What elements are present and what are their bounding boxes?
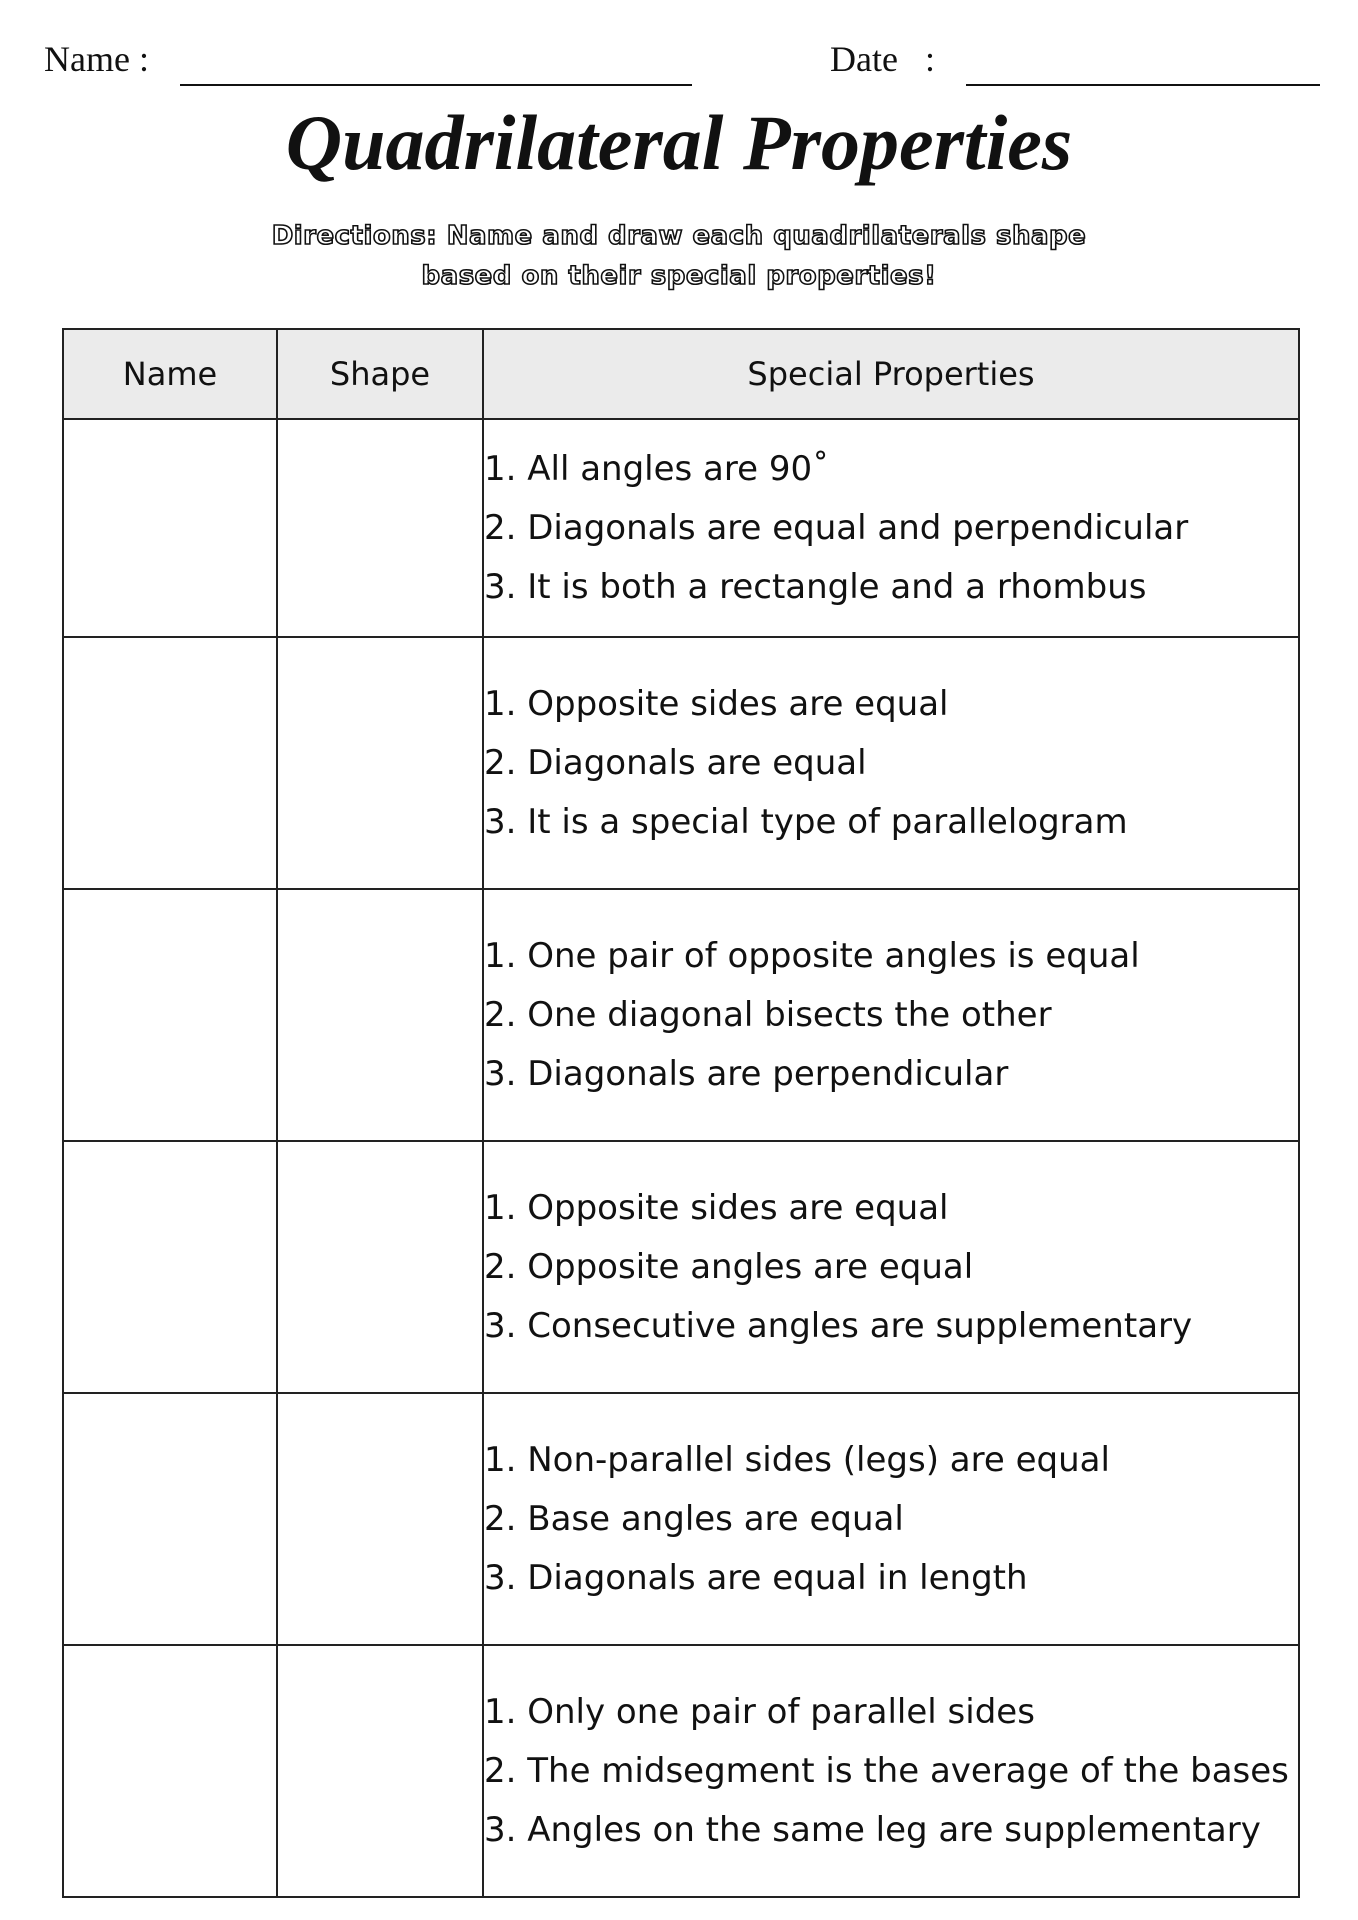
header-special-properties: Special Properties — [483, 329, 1299, 419]
worksheet-title: Quadrilateral Properties — [285, 99, 1073, 186]
table-row — [63, 1393, 1299, 1645]
directions-line-1: Directions: Name and draw each quadrilaterals shape — [271, 221, 1087, 251]
property-line: 2. Diagonals are equal — [484, 742, 867, 783]
special-properties-cell — [483, 1645, 1299, 1897]
header-name: Name — [63, 329, 277, 419]
name-answer-cell[interactable] — [63, 1393, 277, 1645]
shape-answer-cell[interactable] — [277, 637, 483, 889]
property-line: 3. It is both a rectangle and a rhombus — [484, 566, 1147, 607]
table-row — [63, 419, 1299, 637]
name-label: Name : — [44, 39, 149, 79]
special-properties-cell — [483, 419, 1299, 637]
property-line: 3. Consecutive angles are supplementary — [484, 1305, 1193, 1346]
name-answer-cell[interactable] — [63, 1141, 277, 1393]
table-row — [63, 1141, 1299, 1393]
special-properties-cell — [483, 1141, 1299, 1393]
shape-answer-cell[interactable] — [277, 1393, 483, 1645]
special-properties-cell — [483, 889, 1299, 1141]
property-line: 1. All angles are 90˚ — [484, 448, 830, 489]
name-write-line[interactable] — [180, 84, 692, 86]
name-answer-cell[interactable] — [63, 419, 277, 637]
shape-answer-cell[interactable] — [277, 419, 483, 637]
property-line: 2. Base angles are equal — [484, 1498, 904, 1539]
property-line: 2. One diagonal bisects the other — [484, 994, 1052, 1035]
table-header-row — [63, 329, 1299, 419]
special-properties-cell — [483, 1393, 1299, 1645]
shape-answer-cell[interactable] — [277, 1645, 483, 1897]
date-label: Date : — [830, 39, 935, 79]
property-line: 3. Angles on the same leg are supplementary — [484, 1809, 1261, 1850]
name-answer-cell[interactable] — [63, 1645, 277, 1897]
name-answer-cell[interactable] — [63, 637, 277, 889]
date-write-line[interactable] — [966, 84, 1320, 86]
property-line: 1. One pair of opposite angles is equal — [484, 935, 1140, 976]
name-answer-cell[interactable] — [63, 889, 277, 1141]
table-row — [63, 889, 1299, 1141]
property-line: 3. Diagonals are perpendicular — [484, 1053, 1009, 1094]
property-line: 1. Opposite sides are equal — [484, 683, 949, 724]
property-line: 3. It is a special type of parallelogram — [484, 801, 1128, 842]
properties-table — [62, 328, 1300, 1898]
table-body — [63, 419, 1299, 1897]
property-line: 1. Non-parallel sides (legs) are equal — [484, 1439, 1110, 1480]
property-line: 2. The midsegment is the average of the bases — [484, 1750, 1289, 1791]
header-shape: Shape — [277, 329, 483, 419]
property-line: 1. Opposite sides are equal — [484, 1187, 949, 1228]
shape-answer-cell[interactable] — [277, 889, 483, 1141]
directions-text — [0, 216, 1358, 296]
header-row — [0, 30, 1358, 90]
property-line: 2. Diagonals are equal and perpendicular — [484, 507, 1189, 548]
shape-answer-cell[interactable] — [277, 1141, 483, 1393]
property-line: 3. Diagonals are equal in length — [484, 1557, 1028, 1598]
special-properties-cell — [483, 637, 1299, 889]
property-line: 1. Only one pair of parallel sides — [484, 1691, 1035, 1732]
property-line: 2. Opposite angles are equal — [484, 1246, 974, 1287]
table-row — [63, 637, 1299, 889]
directions-line-2: based on their special properties! — [421, 261, 937, 291]
table-row — [63, 1645, 1299, 1897]
